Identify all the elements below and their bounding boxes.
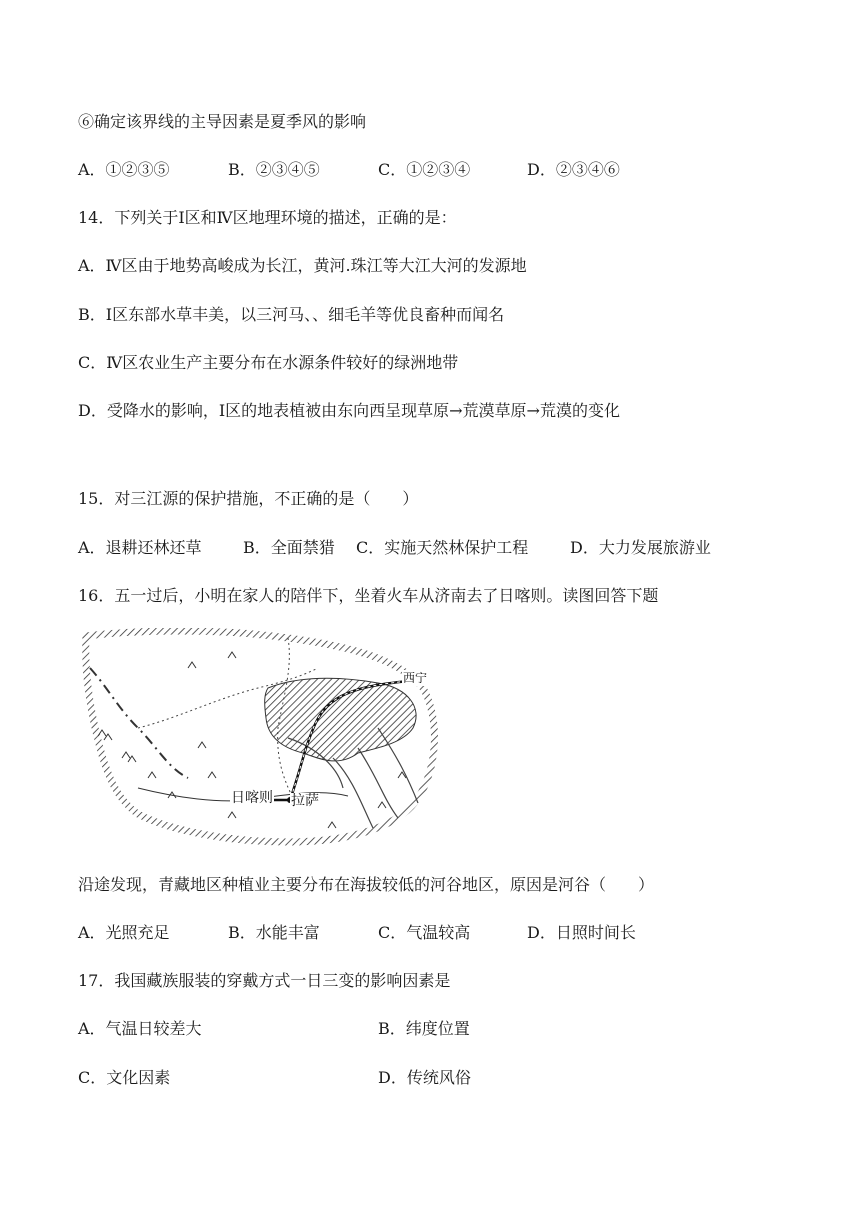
- q17-option-a: A．气温日较差大: [78, 1019, 202, 1038]
- q17-stem: 17．我国藏族服装的穿戴方式一日三变的影响因素是: [78, 971, 451, 990]
- label-xining: 西宁: [403, 671, 428, 685]
- q13-statement-6: ⑥确定该界线的主导因素是夏季风的影响: [78, 112, 367, 131]
- q16-stem: 16．五一过后，小明在家人的陪伴下，坐着火车从济南去了日喀则。读图回答下题: [78, 586, 659, 605]
- qinghai-tibet-map: [78, 628, 440, 846]
- q17-option-b: B．纬度位置: [378, 1019, 470, 1038]
- q15-option-b: B．全面禁猎: [243, 538, 335, 557]
- q15-option-c: C．实施天然林保护工程: [356, 538, 529, 557]
- q16-option-c: C．气温较高: [378, 923, 471, 942]
- q13-option-d: D．②③④⑥: [527, 160, 620, 179]
- q14-option-a: A．Ⅳ区由于地势高峻成为长江，黄河.珠江等大江大河的发源地: [78, 256, 527, 275]
- q16-option-d: D．日照时间长: [527, 923, 636, 942]
- q13-option-a: A．①②③⑤: [78, 160, 170, 179]
- q13-option-c: C．①②③④: [378, 160, 471, 179]
- q17-option-d: D．传统风俗: [378, 1068, 471, 1087]
- q17-option-c: C．文化因素: [78, 1068, 171, 1087]
- q13-option-b: B．②③④⑤: [228, 160, 320, 179]
- q15-option-a: A．退耕还林还草: [78, 538, 202, 557]
- q16-question: 沿途发现，青藏地区种植业主要分布在海拔较低的河谷地区，原因是河谷（ ）: [78, 875, 655, 894]
- q14-option-d: D．受降水的影响，Ⅰ区的地表植被由东向西呈现草原→荒漠草原→荒漠的变化: [78, 401, 620, 420]
- river: [333, 758, 373, 828]
- q14-option-b: B．Ⅰ区东部水草丰美，以三河马、、细毛羊等优良畜种而闻名: [78, 305, 505, 324]
- q14-option-c: C．Ⅳ区农业生产主要分布在水源条件较好的绿洲地带: [78, 353, 459, 372]
- q15-option-d: D．大力发展旅游业: [570, 538, 711, 557]
- label-rikaze: 日喀则: [231, 790, 273, 806]
- label-lhasa: 拉萨: [291, 793, 319, 809]
- q15-stem: 15．对三江源的保护措施，不正确的是（ ）: [78, 489, 419, 508]
- q16-option-b: B．水能丰富: [228, 923, 320, 942]
- q14-stem: 14．下列关于Ⅰ区和Ⅳ区地理环境的描述，正确的是：: [78, 208, 457, 227]
- q16-option-a: A．光照充足: [78, 923, 170, 942]
- map-drawing: [78, 628, 440, 846]
- hatched-region: [265, 678, 416, 761]
